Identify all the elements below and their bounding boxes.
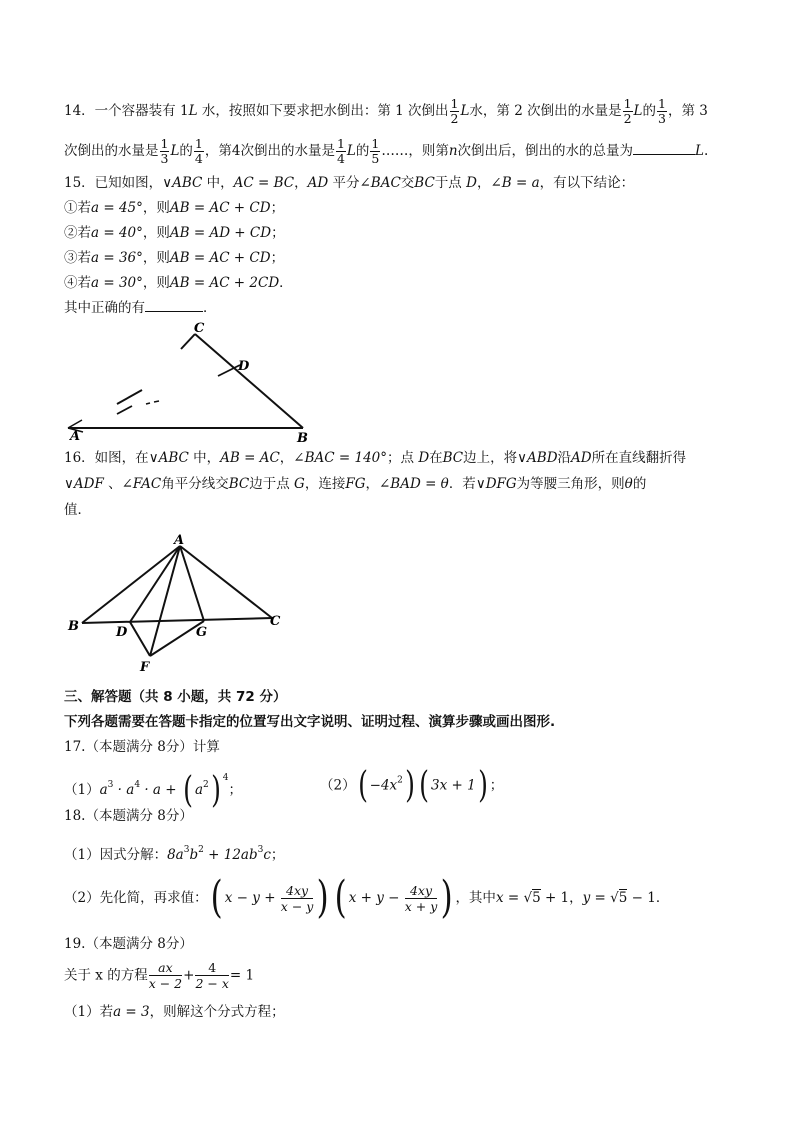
q18-part2: （2）先化简，再求值：( x − y + $\frac{4xy}{x - y}$ ) ( x + y − $\frac{4xy}{x + y}$ ) ，其中x = √5 + 1，y = √5 − 1． xyxy=(64,872,670,923)
fraction: $\frac{ax}{x - 2}$ xyxy=(148,960,183,991)
fraction: $\frac{1}{4}$ xyxy=(336,136,345,166)
section-title: 三、解答题（共 8 小题，共 72 分） xyxy=(64,689,287,705)
q14-text: 14．一个容器装有 1 xyxy=(64,103,189,119)
answer-blank xyxy=(633,142,695,155)
label-c: C xyxy=(270,614,281,629)
segment-ad-partial xyxy=(146,403,150,404)
segment-ca-partial xyxy=(181,334,195,349)
answer-blank xyxy=(145,299,203,312)
label-a: A xyxy=(70,429,81,444)
unit-l: L xyxy=(633,103,643,119)
q17-part2: $(2)( -4x^2)$ ( 3x + 1) ； xyxy=(320,765,504,806)
segment-ac xyxy=(180,546,272,618)
fraction: $\frac{4}{2 - x}$ xyxy=(195,960,229,991)
q19-title: 19.（本题满分 8分） xyxy=(64,936,193,952)
segment-ag xyxy=(180,546,204,621)
fraction: $\frac{1}{3}$ xyxy=(658,96,666,126)
q15-question: 其中正确的有 ． xyxy=(64,300,217,316)
fraction: $\frac{4xy}{x - y}$ xyxy=(280,882,314,914)
unit-l: L xyxy=(460,103,470,119)
q19-part1: （1）若a = 3，则解这个分式方程； xyxy=(64,1004,285,1020)
q16-figure xyxy=(62,528,292,678)
segment-ab xyxy=(82,546,180,623)
fraction: $\frac{4xy}{x + y}$ xyxy=(404,882,438,914)
segment-df xyxy=(130,622,150,656)
label-c: C xyxy=(194,321,205,336)
q14-line1: 14．一个容器装有 1L 水，按照如下要求把水倒出：第 1 次倒出 $\frac{1}{2}$ L水，第 2 次倒出的水量是 $\frac{1}{2}$ L的 $\frac{1}{3}$ ，第 3 xyxy=(64,96,708,126)
segment-bc xyxy=(82,618,272,623)
label-d: D xyxy=(238,359,250,374)
fraction: $\frac{1}{2}$ xyxy=(450,96,459,126)
label-f: F xyxy=(140,660,150,675)
fraction: $\frac{1}{4}$ xyxy=(194,136,203,166)
q15-conclusion-3: ③若a = 36°，则AB = AC + CD； xyxy=(64,250,285,266)
q14-text: 水，按照如下要求把水倒出：第 1 次倒出 xyxy=(197,103,449,119)
segment-cb xyxy=(195,334,303,428)
q19-equation: 关于 x 的方程 $\frac{ax}{x - 2}$ + $\frac{4}{2 - x}$ = 1 xyxy=(64,960,255,991)
q16-line1: 16．如图，在∨ABC 中，AB = AC，∠BAC = 140°；点 D在BC边上，将∨ABD沿AD所在直线翻折得 xyxy=(64,450,687,466)
unit-l: L xyxy=(188,103,198,119)
q17-part1: $(1)a^3 \cdot a^4 \cdot a$ + ( $a^2$) $^4$； xyxy=(64,769,243,811)
q14-line2: 次倒出的水量是 $\frac{1}{3}$ L的 $\frac{1}{4}$ ，第4次倒出的水量是 $\frac{1}{4}$ L的 $\frac{1}{5}$ ……，则第n次倒出后，倒出的水的总量为 L. xyxy=(64,136,709,166)
q15-figure xyxy=(60,318,330,446)
q15-stem: 15．已知如图，∨ABC 中，AC = BC，AD 平分∠BAC交BC于点 D，∠B = a，有以下结论： xyxy=(64,175,635,191)
q16-line3: 值． xyxy=(64,502,91,518)
segment-ad-partial xyxy=(154,401,159,402)
segment-ad-partial xyxy=(117,406,132,414)
fraction: $\frac{1}{3}$ xyxy=(160,136,169,166)
label-b: B xyxy=(68,619,79,634)
label-g: G xyxy=(196,625,208,640)
section-note: 下列各题需要在答题卡指定的位置写出文字说明、证明过程、演算步骤或画出图形. xyxy=(64,714,556,730)
segment-ad xyxy=(130,546,180,622)
fraction: $\frac{1}{5}$ xyxy=(371,136,380,166)
q15-conclusion-4: ④若a = 30°，则AB = AC + 2CD． xyxy=(64,275,293,291)
q18-part1: （1）因式分解：$8a^3b^2 + 12ab^3c$； xyxy=(64,845,285,863)
fraction: $\frac{1}{2}$ xyxy=(623,96,632,126)
label-a: A xyxy=(174,533,185,548)
label-d: D xyxy=(116,625,128,640)
q14-text: 水，第 2 次倒出的水量是 xyxy=(469,103,622,119)
q18-title: 18.（本题满分 8分） xyxy=(64,808,193,824)
q16-line2: ∨ADF 、∠FAC角平分线交BC边于点 G，连接FG，∠BAD = θ．若∨DFG为等腰三角形，则θ的 xyxy=(64,476,647,492)
label-b: B xyxy=(297,431,308,446)
q17-title: 17.（本题满分 8分）计算 xyxy=(64,739,220,755)
q15-conclusion-2: ②若a = 40°，则AB = AD + CD； xyxy=(64,225,285,241)
segment-ca-partial xyxy=(117,390,142,404)
q15-conclusion-1: ①若a = 45°，则AB = AC + CD； xyxy=(64,200,285,216)
